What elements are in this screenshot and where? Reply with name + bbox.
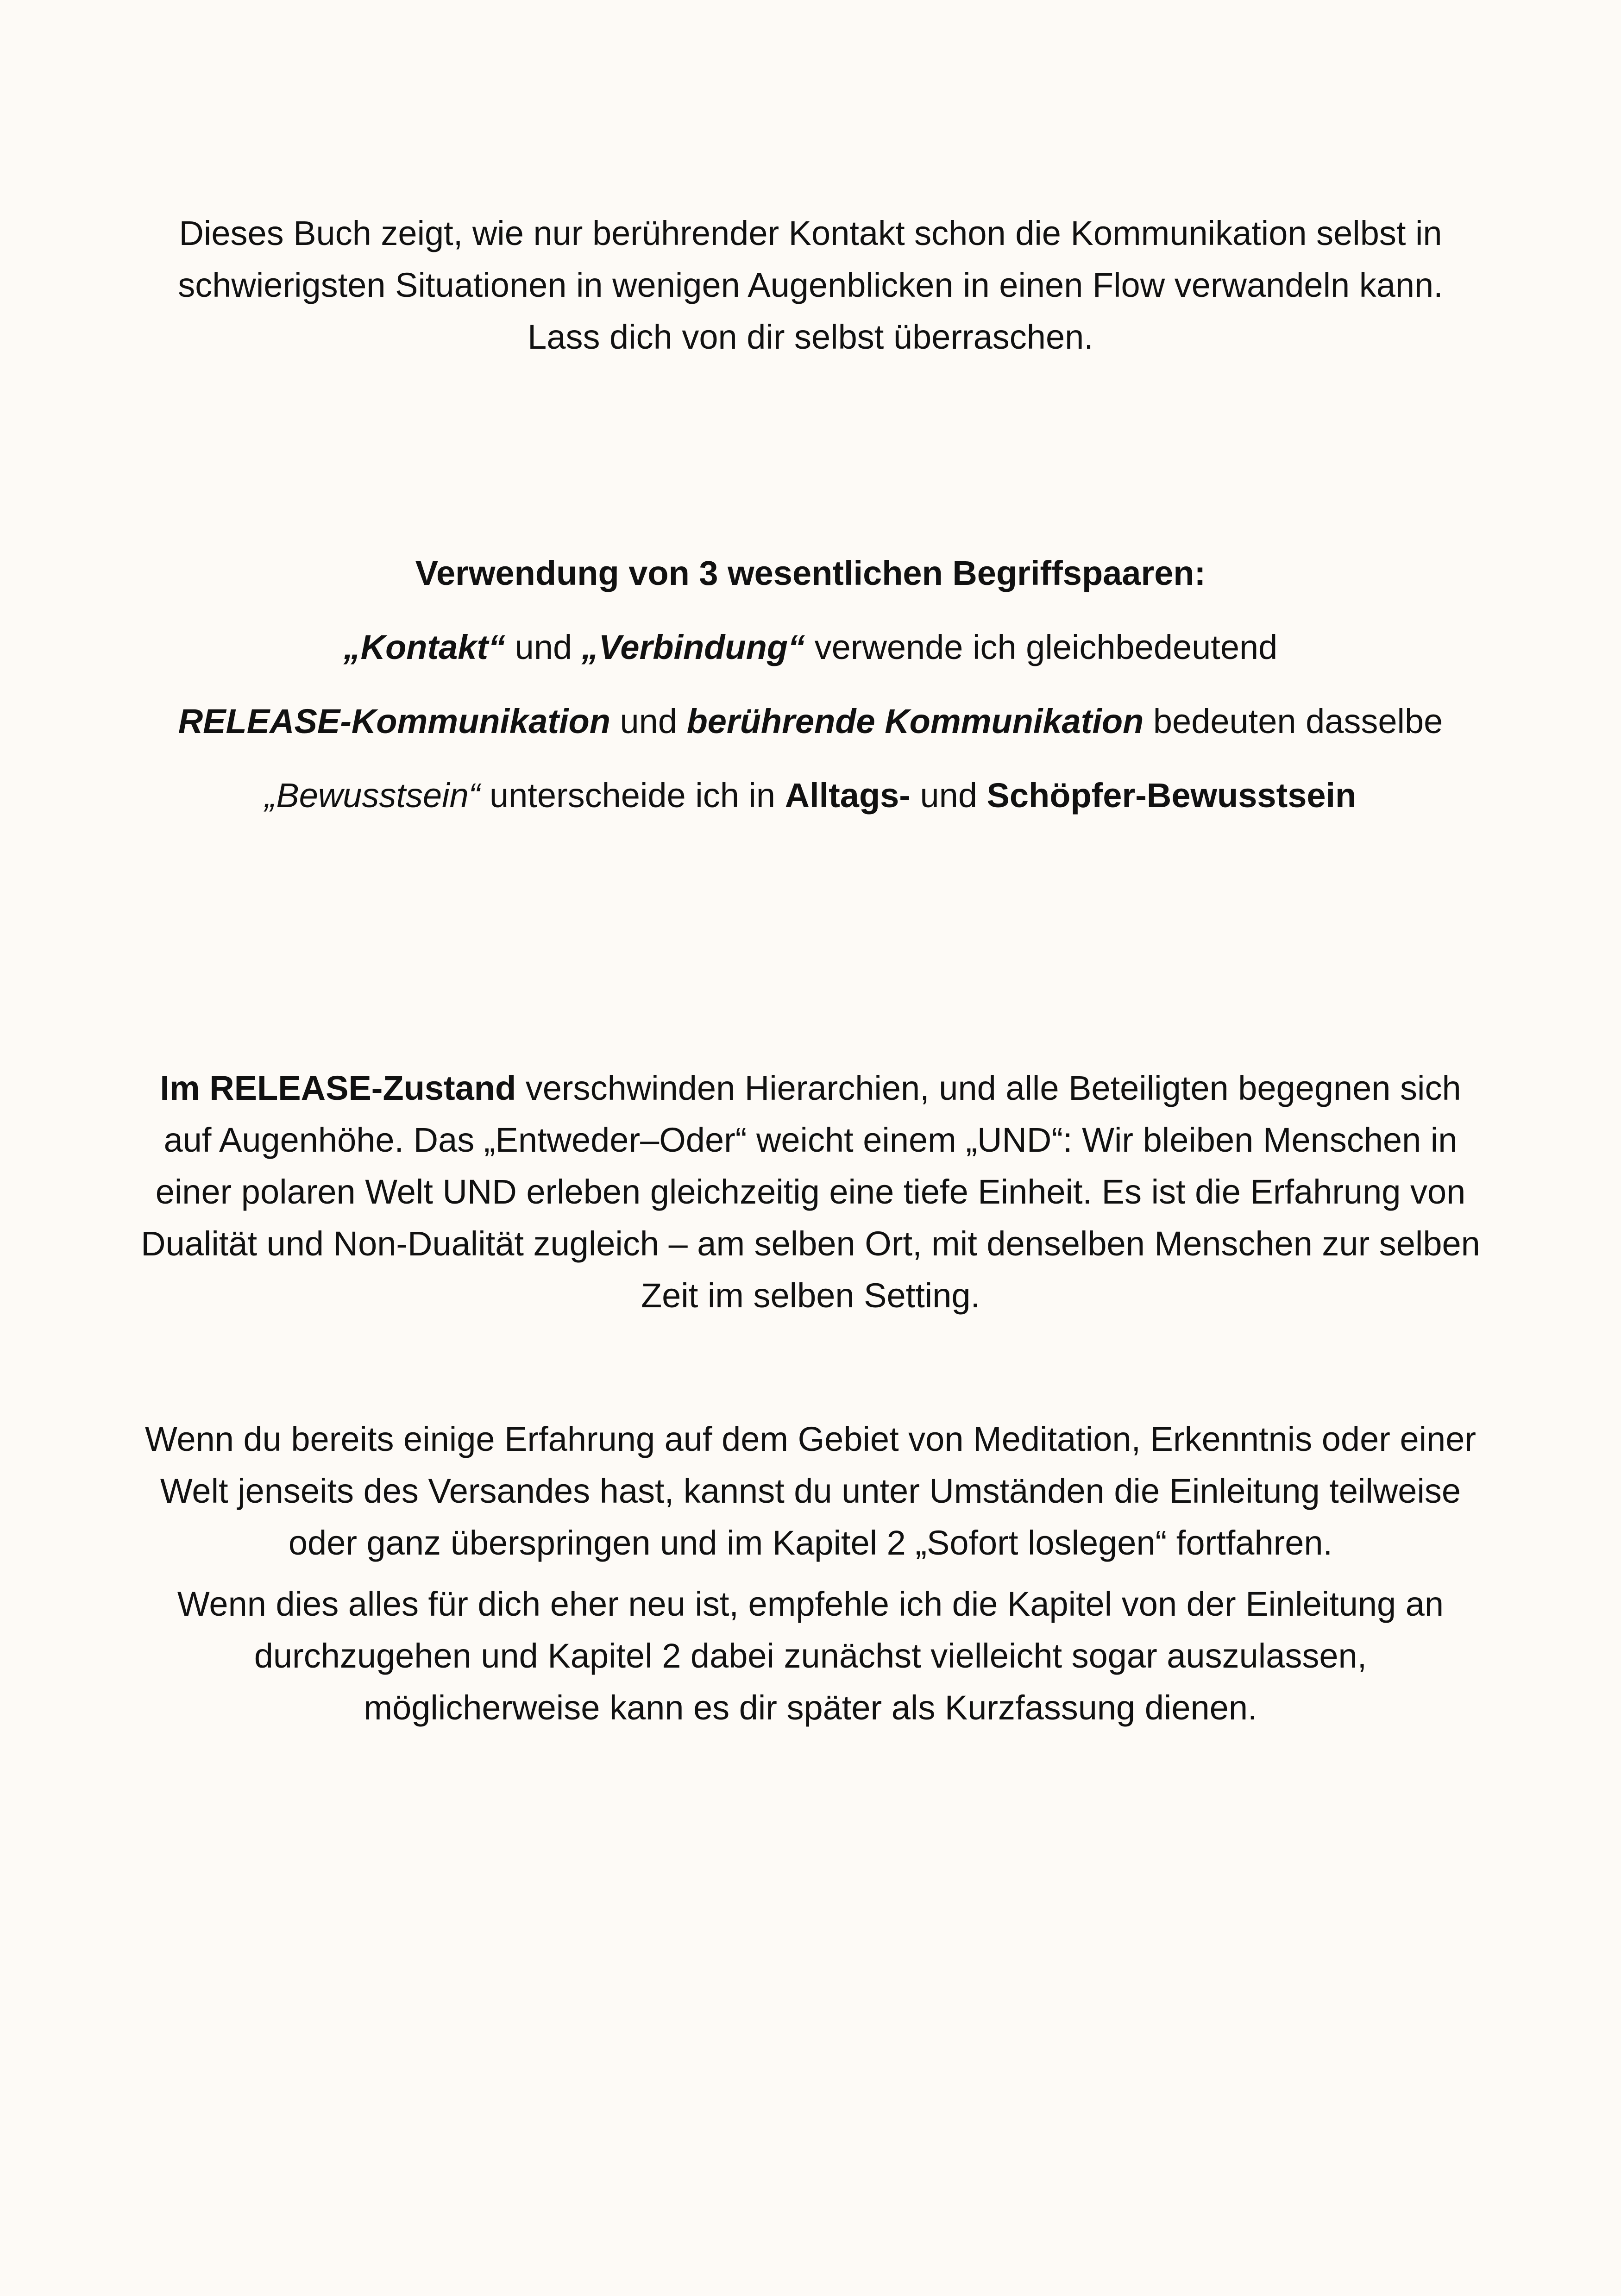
- terms-line-2-rest: bedeuten dasselbe: [1143, 702, 1443, 740]
- intro-section: [139, 207, 1482, 363]
- term-kontakt: „Kontakt“: [343, 628, 506, 666]
- term-schoepfer-bewusstsein: Schöpfer-Bewusstsein: [986, 776, 1357, 815]
- release-text: verschwinden Hierarchien, und alle Beteiligten begegnen sich auf Augenhöhe. Das „Entweder–Oder“ weicht einem „UND“: Wir bleiben Menschen in einer polaren Welt UND erleben gleichzeitig eine tiefe Einheit. Es ist die Erfahrung von Dualität und Non-Dualität zugleich – am selben Ort, mit denselben Menschen zur selben Zeit im selben Setting.: [141, 1069, 1480, 1315]
- terms-heading-text: Verwendung von 3 wesentlichen Begriffspaaren:: [415, 554, 1206, 592]
- terms-section: [139, 536, 1482, 833]
- terms-line-1-rest: verwende ich gleichbedeutend: [805, 628, 1278, 666]
- term-bewusstsein: „Bewusstsein“: [264, 776, 480, 815]
- term-beruehrende-kommunikation: berührende Kommunikation: [686, 702, 1144, 740]
- release-section: [139, 1062, 1482, 1322]
- terms-line-2: [139, 684, 1482, 759]
- term-alltags: Alltags-: [785, 776, 911, 815]
- terms-line-1: [139, 610, 1482, 684]
- terms-line-3-and: und: [910, 776, 987, 815]
- term-verbindung: „Verbindung“: [581, 628, 805, 666]
- terms-line-1-and: und: [505, 628, 582, 666]
- intro-paragraph: Dieses Buch zeigt, wie nur berührender Kontakt schon die Kommunikation selbst in schwierigsten Situationen in wenigen Augenblicken in einen Flow verwandeln kann. Lass dich von dir selbst überraschen.: [178, 214, 1443, 356]
- terms-line-3: [139, 759, 1482, 833]
- hint-paragraph-experienced: Wenn du bereits einige Erfahrung auf dem Gebiet von Meditation, Erkenntnis oder einer Welt jenseits des Versandes hast, kannst du unter Umständen die Einleitung teilweise oder ganz überspringen und im Kapitel 2 „Sofort loslegen“ fortfahren.: [145, 1420, 1476, 1562]
- term-release-kommunikation: RELEASE-Kommunikation: [178, 702, 610, 740]
- release-lead: Im RELEASE-Zustand: [160, 1069, 516, 1107]
- release-paragraph: [139, 1062, 1482, 1322]
- reading-hints-section: [139, 1413, 1482, 1734]
- terms-heading: [139, 536, 1482, 610]
- terms-line-2-and: und: [610, 702, 687, 740]
- terms-line-3-mid: unterscheide ich in: [480, 776, 785, 815]
- hint-paragraph-new: Wenn dies alles für dich eher neu ist, empfehle ich die Kapitel von der Einleitung an durchzugehen und Kapitel 2 dabei zunächst vielleicht sogar auszulassen, möglicherweise kann es dir später als Kurzfassung dienen.: [177, 1585, 1444, 1727]
